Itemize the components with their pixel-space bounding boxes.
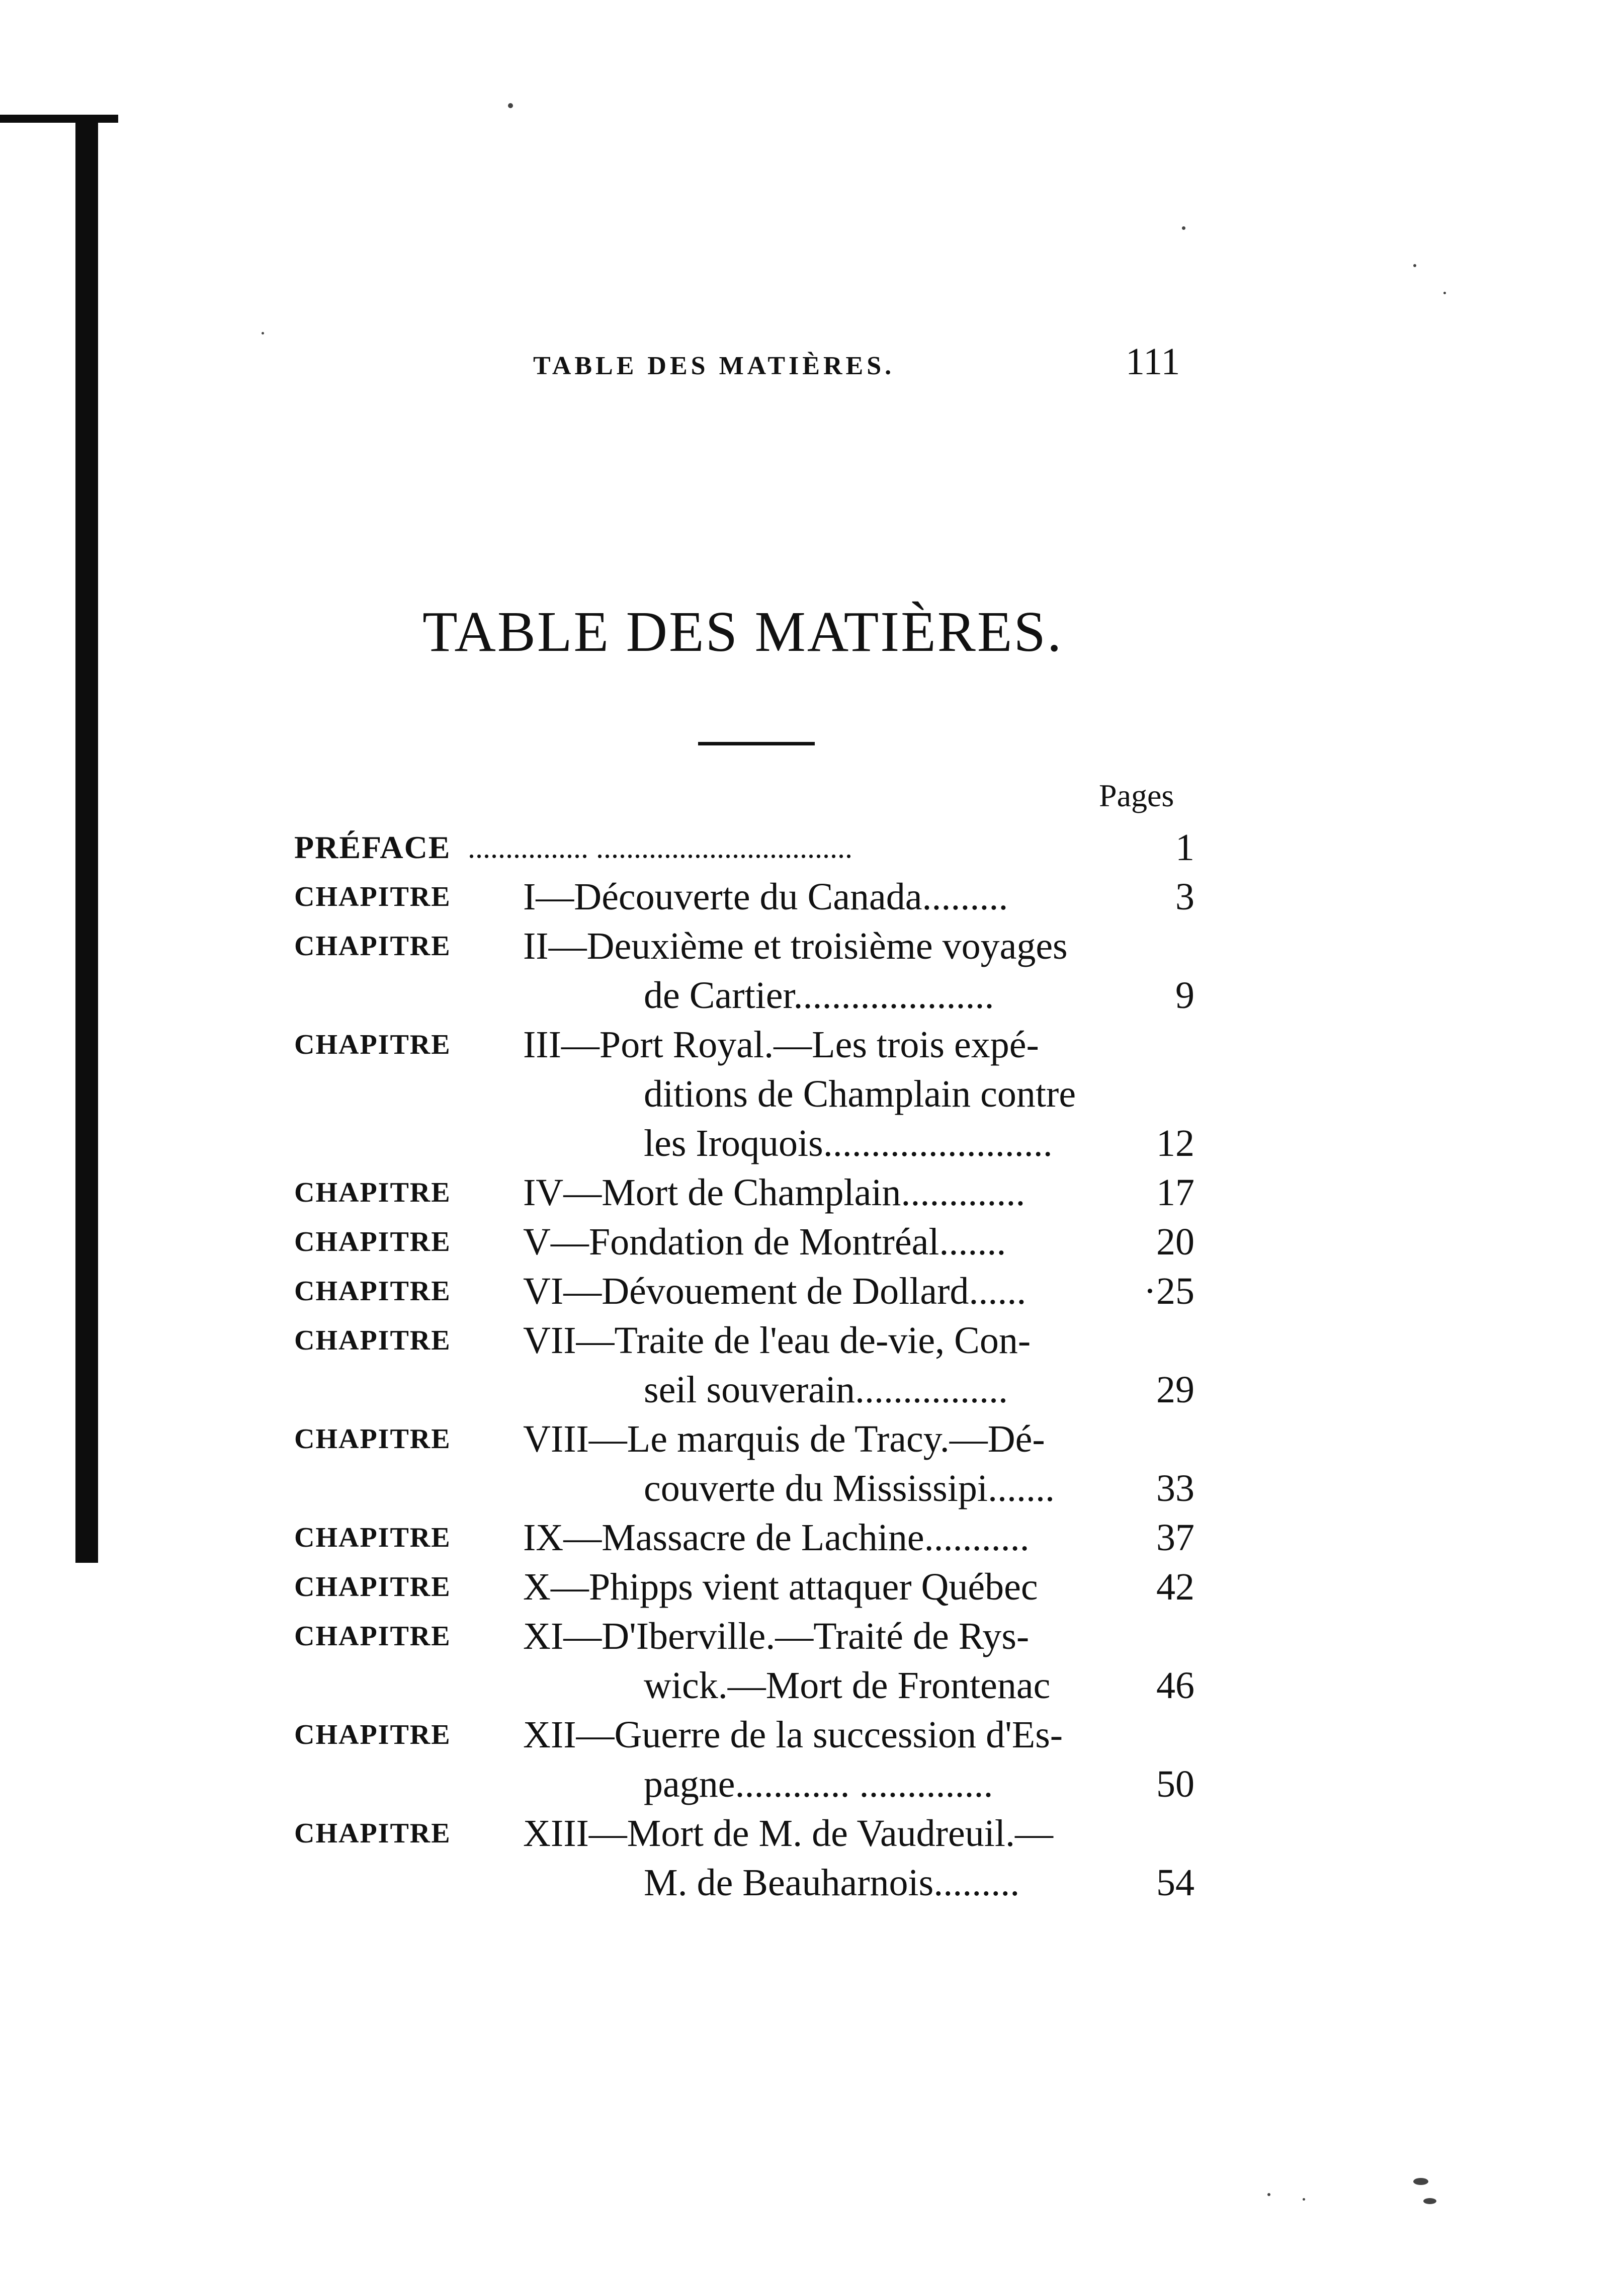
toc-entry (0, 1563, 1624, 1611)
toc-entry-continuation (0, 1119, 1624, 1167)
print-speck (262, 332, 264, 334)
toc-entry (0, 1267, 1624, 1315)
title-rule (698, 742, 815, 745)
chapter-title: XIII—Mort de M. de Vaudreuil.— (523, 1812, 1053, 1855)
page-ref: 50 (1156, 1763, 1194, 1805)
toc-entry-continuation (0, 1661, 1624, 1710)
chapter-label: CHAPITRE (294, 1276, 451, 1307)
chapter-title: les Iroquois........................ (644, 1122, 1053, 1164)
print-speck (1303, 2198, 1305, 2201)
chapter-title: IV—Mort de Champlain............. (523, 1171, 1025, 1214)
toc-entry (0, 1514, 1624, 1562)
chapter-title: VIII—Le marquis de Tracy.—Dé- (523, 1418, 1045, 1460)
chapter-title: pagne............ .............. (644, 1763, 993, 1805)
chapter-title: IX—Massacre de Lachine........... (523, 1517, 1030, 1559)
toc-entry-continuation (0, 1464, 1624, 1512)
print-speck (1443, 292, 1446, 294)
chapter-title: X—Phipps vient attaquer Québec (523, 1566, 1038, 1608)
toc-entry (0, 1809, 1624, 1858)
page-ref: 12 (1156, 1122, 1194, 1164)
print-speck (1423, 2198, 1436, 2204)
page-ref: 17 (1156, 1171, 1194, 1214)
chapter-title: II—Deuxième et troisième voyages (523, 925, 1068, 967)
toc-entry (0, 1415, 1624, 1463)
chapter-title: wick.—Mort de Frontenac (644, 1664, 1051, 1707)
chapter-title: VI—Dévouement de Dollard...... (523, 1270, 1027, 1312)
page-binding-cap (0, 115, 118, 123)
chapter-label: CHAPITRE (294, 1423, 451, 1455)
chapter-label: CHAPITRE (294, 1226, 451, 1257)
preface-entry (0, 823, 1624, 872)
page-ref: 20 (1156, 1221, 1194, 1263)
chapter-label: CHAPITRE (294, 1621, 451, 1652)
print-speck (1182, 226, 1185, 230)
dot-leader: ................ .................................. (468, 831, 852, 864)
page-title: TABLE DES MATIÈRES. (422, 600, 1063, 663)
toc-entry (0, 1021, 1624, 1069)
chapter-label: CHAPITRE (294, 1325, 451, 1356)
chapter-title: ditions de Champlain contre (644, 1073, 1076, 1115)
page-ref: ·25 (1143, 1270, 1194, 1312)
print-speck (1413, 264, 1416, 267)
pages-column-label: Pages (1099, 778, 1174, 813)
toc-entry-continuation (0, 1760, 1624, 1808)
chapter-title: I—Découverte du Canada......... (523, 876, 1008, 918)
page-ref: 42 (1156, 1566, 1194, 1608)
chapter-label: CHAPITRE (294, 1177, 451, 1208)
chapter-title: couverte du Mississipi....... (644, 1467, 1055, 1509)
running-head: TABLE DES MATIÈRES. (533, 352, 895, 380)
chapter-label: CHAPITRE (294, 881, 451, 912)
page-ref: 29 (1156, 1369, 1194, 1411)
toc-entry (0, 1218, 1624, 1266)
toc-entry-continuation (0, 971, 1624, 1020)
toc-entry (0, 1612, 1624, 1660)
chapter-label: CHAPITRE (294, 1719, 451, 1750)
chapter-title: XI—D'Iberville.—Traité de Rys- (523, 1615, 1030, 1657)
page-ref: 37 (1156, 1517, 1194, 1559)
toc-entry-continuation (0, 1366, 1624, 1414)
chapter-title: seil souverain................ (644, 1369, 1008, 1411)
toc-entry-continuation (0, 1070, 1624, 1118)
chapter-label: CHAPITRE (294, 1571, 451, 1603)
chapter-title: V—Fondation de Montréal....... (523, 1221, 1006, 1263)
page-ref: 9 (1175, 974, 1194, 1017)
chapter-label: CHAPITRE (294, 931, 451, 962)
print-speck (1413, 2178, 1428, 2185)
preface-label: PRÉFACE (294, 829, 451, 865)
page-ref: 3 (1175, 876, 1194, 918)
toc-entry (0, 873, 1624, 921)
chapter-label: CHAPITRE (294, 1522, 451, 1553)
chapter-title: VII—Traite de l'eau de-vie, Con- (523, 1319, 1031, 1362)
chapter-title: de Cartier..................... (644, 974, 994, 1017)
toc-entry-continuation (0, 1859, 1624, 1907)
toc-entry (0, 1168, 1624, 1217)
page-ref: 54 (1156, 1862, 1194, 1904)
chapter-title: III—Port Royal.—Les trois expé- (523, 1024, 1039, 1066)
page-number: 111 (1126, 341, 1180, 383)
print-speck (1267, 2193, 1270, 2196)
page-ref: 1 (1175, 826, 1194, 869)
toc-entry (0, 1316, 1624, 1365)
page-ref: 46 (1156, 1664, 1194, 1707)
chapter-title: M. de Beauharnois......... (644, 1862, 1020, 1904)
print-speck (508, 103, 513, 108)
page-ref: 33 (1156, 1467, 1194, 1509)
toc-entry (0, 922, 1624, 970)
chapter-label: CHAPITRE (294, 1029, 451, 1060)
chapter-label: CHAPITRE (294, 1818, 451, 1849)
chapter-title: XII—Guerre de la succession d'Es- (523, 1714, 1063, 1756)
toc-entry (0, 1711, 1624, 1759)
